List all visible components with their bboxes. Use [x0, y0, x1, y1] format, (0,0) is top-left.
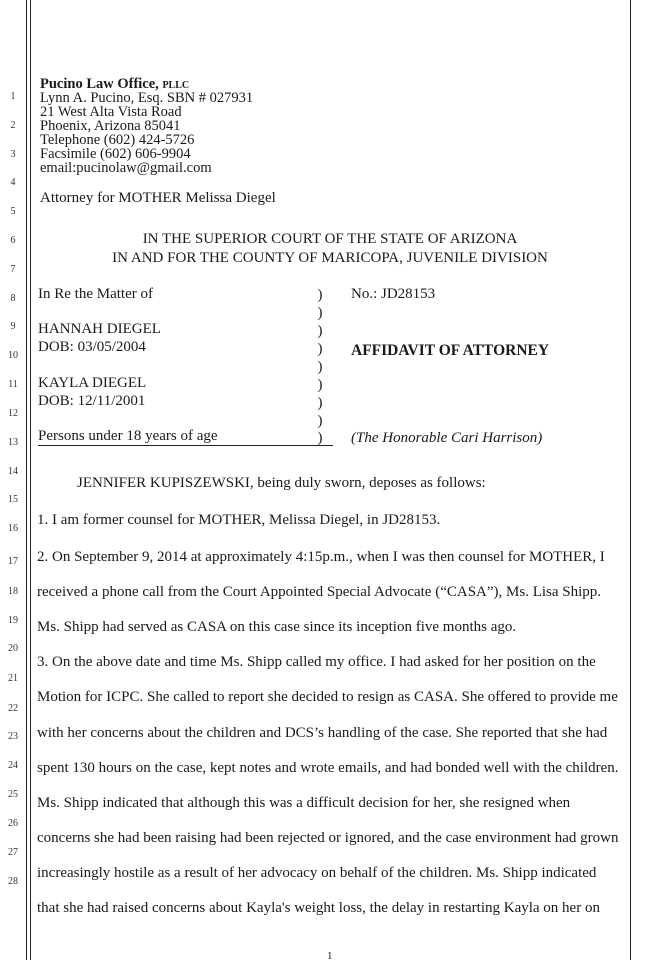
attorney-name: Lynn A. Pucino, Esq. SBN # 027931: [40, 90, 254, 106]
body-line: with her concerns about the children and DCS’s handling of the case. She reported that she had: [37, 725, 608, 741]
body-line: Ms. Shipp had served as CASA on this case since its inception five months ago.: [37, 619, 517, 635]
matter-label: In Re the Matter of: [38, 286, 153, 302]
address-line-2: Phoenix, Arizona 85041: [40, 118, 181, 134]
court-title-line-2: IN AND FOR THE COUNTY OF MARICOPA, JUVENILE DIVISION: [112, 250, 548, 266]
child-1-dob: DOB: 03/05/2004: [38, 339, 146, 355]
line-number: 26: [8, 818, 18, 829]
line-number: 8: [10, 293, 16, 304]
line-number: 1: [10, 91, 16, 102]
left-margin-rule-inner: [30, 0, 31, 960]
line-number: 21: [8, 673, 18, 684]
left-margin-rule-outer: [26, 0, 27, 960]
line-number: 25: [8, 789, 18, 800]
body-line: that she had raised concerns about Kayla's weight loss, the delay in restarting Kayla on her on: [37, 900, 600, 916]
line-number: 14: [8, 466, 18, 477]
attorney-for: Attorney for MOTHER Melissa Diegel: [40, 190, 276, 206]
line-number: 19: [8, 615, 18, 626]
body-line: 2. On September 9, 2014 at approximately 4:15p.m., when I was then counsel for MOTHER, I: [37, 549, 605, 565]
line-number: 11: [8, 379, 18, 390]
line-number: 16: [8, 523, 18, 534]
caption-paren: ): [317, 359, 323, 375]
caption-paren: ): [317, 395, 323, 411]
body-line: received a phone call from the Court Appointed Special Advocate (“CASA”), Ms. Lisa Shipp.: [37, 584, 602, 600]
line-number: 5: [10, 206, 16, 217]
line-number: 3: [10, 149, 16, 160]
right-margin-rule: [630, 0, 631, 960]
line-number: 27: [8, 847, 18, 858]
intro-paragraph: JENNIFER KUPISZEWSKI, being duly sworn, deposes as follows:: [77, 475, 486, 491]
line-number: 6: [10, 235, 16, 246]
telephone: Telephone (602) 424-5726: [40, 132, 195, 148]
page-number: 1: [327, 950, 333, 962]
caption-paren: ): [317, 287, 323, 303]
child-1-name: HANNAH DIEGEL: [38, 321, 161, 337]
line-number: 15: [8, 494, 18, 505]
line-number: 9: [10, 321, 16, 332]
body-line: spent 130 hours on the case, kept notes and wrote emails, and had bonded well with the children.: [37, 760, 619, 776]
line-number: 22: [8, 703, 18, 714]
caption-paren: ): [317, 430, 323, 446]
body-line: Motion for ICPC. She called to report she decided to resign as CASA. She offered to provide me: [37, 689, 618, 705]
court-title-line-1: IN THE SUPERIOR COURT OF THE STATE OF ARIZONA: [142, 231, 518, 247]
email: email:pucinolaw@gmail.com: [40, 160, 212, 176]
line-number: 18: [8, 586, 18, 597]
line-number: 13: [8, 437, 18, 448]
child-2-dob: DOB: 12/11/2001: [38, 393, 146, 409]
firm-suffix: PLLC: [162, 80, 190, 91]
line-number: 24: [8, 760, 18, 771]
line-number: 4: [10, 177, 16, 188]
body-line: 1. I am former counsel for MOTHER, Melissa Diegel, in JD28153.: [37, 512, 441, 528]
caption-paren: ): [317, 341, 323, 357]
document-title: AFFIDAVIT OF ATTORNEY: [351, 342, 550, 359]
caption-paren: ): [317, 323, 323, 339]
judge-name: (The Honorable Cari Harrison): [351, 430, 543, 446]
line-number: 10: [8, 350, 18, 361]
firm-name: Pucino Law Office,: [40, 76, 159, 92]
line-number: 23: [8, 731, 18, 742]
body-line: concerns she had been raising had been rejected or ignored, and the case environment had grown: [37, 830, 619, 846]
body-line: 3. On the above date and time Ms. Shipp called my office. I had asked for her position on the: [37, 654, 596, 670]
line-number: 2: [10, 120, 16, 131]
persons-label: Persons under 18 years of age: [38, 428, 218, 444]
body-line: Ms. Shipp indicated that although this was a difficult decision for her, she resigned when: [37, 795, 571, 811]
line-number: 28: [8, 876, 18, 887]
caption-paren: ): [317, 377, 323, 393]
body-line: increasingly hostile as a result of her advocacy on behalf of the children. Ms. Shipp indicated: [37, 865, 597, 881]
caption-underline: [38, 445, 333, 446]
case-number: No.: JD28153: [351, 286, 436, 302]
line-number: 12: [8, 408, 18, 419]
child-2-name: KAYLA DIEGEL: [38, 375, 147, 391]
caption-paren: ): [317, 413, 323, 429]
line-number: 7: [10, 264, 16, 275]
line-number: 17: [8, 556, 18, 567]
address-line-1: 21 West Alta Vista Road: [40, 104, 182, 120]
facsimile: Facsimile (602) 606-9904: [40, 146, 191, 162]
caption-paren: ): [317, 305, 323, 321]
line-number: 20: [8, 643, 18, 654]
